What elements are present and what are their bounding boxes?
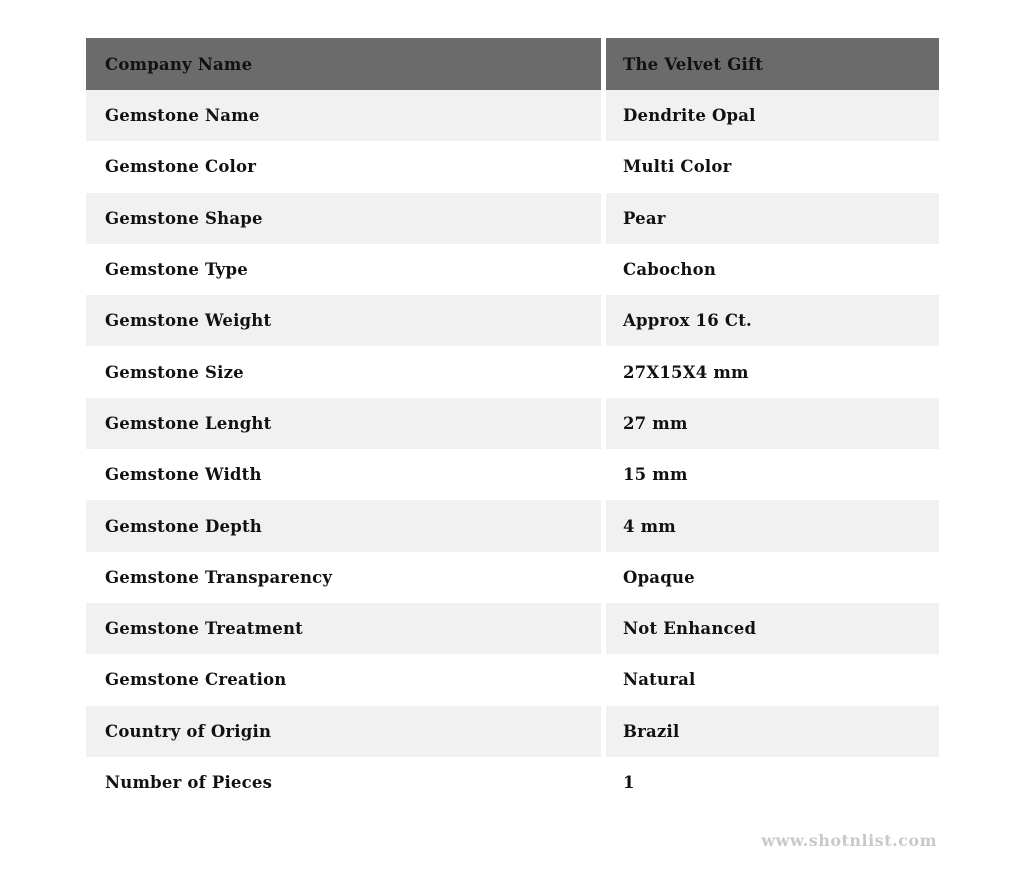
header-value-cell: The Velvet Gift: [606, 38, 939, 90]
row-value: Multi Color: [606, 141, 939, 192]
watermark: www.shotnlist.com: [761, 831, 937, 850]
row-label: Gemstone Color: [86, 141, 601, 192]
row-value: Cabochon: [606, 244, 939, 295]
row-value: Pear: [606, 193, 939, 244]
row-value: 27X15X4 mm: [606, 346, 939, 397]
row-label: Gemstone Shape: [86, 193, 601, 244]
row-label: Gemstone Lenght: [86, 398, 601, 449]
table-row: [86, 244, 939, 295]
table-row: [86, 757, 939, 808]
table-row: [86, 603, 939, 654]
table-row: [86, 90, 939, 141]
table-row: [86, 346, 939, 397]
table-row: [86, 193, 939, 244]
spec-table: [86, 38, 939, 808]
table-row: [86, 706, 939, 757]
row-label: Gemstone Depth: [86, 500, 601, 551]
table-row: [86, 552, 939, 603]
row-value: Dendrite Opal: [606, 90, 939, 141]
row-value: Brazil: [606, 706, 939, 757]
table-row: [86, 141, 939, 192]
row-label: Gemstone Treatment: [86, 603, 601, 654]
table-row: [86, 295, 939, 346]
row-label: Country of Origin: [86, 706, 601, 757]
row-label: Gemstone Type: [86, 244, 601, 295]
row-label: Gemstone Name: [86, 90, 601, 141]
row-value: Natural: [606, 654, 939, 705]
table-header-row: [86, 38, 939, 90]
row-value: 4 mm: [606, 500, 939, 551]
row-value: Opaque: [606, 552, 939, 603]
row-value: 27 mm: [606, 398, 939, 449]
row-label: Number of Pieces: [86, 757, 601, 808]
row-value: Approx 16 Ct.: [606, 295, 939, 346]
row-value: 1: [606, 757, 939, 808]
row-value: 15 mm: [606, 449, 939, 500]
row-label: Gemstone Transparency: [86, 552, 601, 603]
header-label-cell: Company Name: [86, 38, 601, 90]
table-row: [86, 654, 939, 705]
row-label: Gemstone Size: [86, 346, 601, 397]
table-row: [86, 449, 939, 500]
row-value: Not Enhanced: [606, 603, 939, 654]
row-label: Gemstone Weight: [86, 295, 601, 346]
table-row: [86, 398, 939, 449]
row-label: Gemstone Creation: [86, 654, 601, 705]
row-label: Gemstone Width: [86, 449, 601, 500]
table-row: [86, 500, 939, 551]
